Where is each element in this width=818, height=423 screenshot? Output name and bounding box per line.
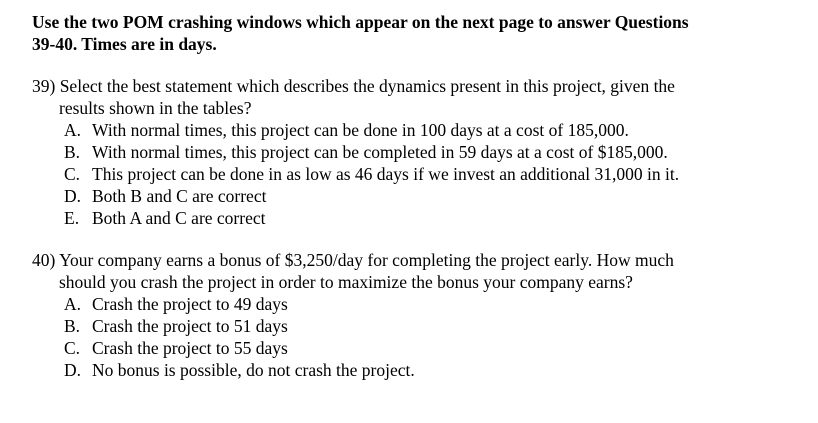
option-b	[64, 141, 802, 163]
option-text: With normal times, this project can be done in 100 days at a cost of 185,000.	[92, 120, 629, 140]
option-letter: D.	[64, 360, 82, 380]
option-a	[64, 119, 802, 141]
question-stem-line-1: Select the best statement which describes the dynamics present in this project, given the	[59, 76, 675, 96]
option-text: No bonus is possible, do not crash the project.	[92, 360, 415, 380]
instructions	[32, 11, 802, 55]
option-b	[64, 315, 802, 337]
question-stem-line-1: Your company earns a bonus of $3,250/day for completing the project early. How much	[59, 250, 674, 270]
answer-options	[32, 119, 802, 229]
question-stem	[32, 249, 802, 293]
question-number: 39)	[32, 76, 56, 96]
option-text: Crash the project to 49 days	[92, 294, 288, 314]
question-stem-line-2: should you crash the project in order to maximize the bonus your company earns?	[59, 272, 633, 292]
answer-options	[32, 293, 802, 381]
option-text: Both B and C are correct	[92, 186, 267, 206]
option-e	[64, 207, 802, 229]
option-letter: D.	[64, 186, 82, 206]
option-text: With normal times, this project can be completed in 59 days at a cost of $185,000.	[92, 142, 668, 162]
option-text: This project can be done in as low as 46 days if we invest an additional 31,000 in it.	[92, 164, 680, 184]
option-text: Crash the project to 51 days	[92, 316, 288, 336]
option-letter: C.	[64, 338, 81, 358]
instructions-line-1: Use the two POM crashing windows which appear on the next page to answer Questions	[32, 12, 689, 32]
option-letter: B.	[64, 316, 81, 336]
option-c	[64, 337, 802, 359]
option-letter: B.	[64, 142, 81, 162]
option-d	[64, 359, 802, 381]
instructions-line-2: 39-40. Times are in days.	[32, 34, 217, 54]
option-d	[64, 185, 802, 207]
question-stem	[32, 75, 802, 119]
question-40	[32, 249, 802, 381]
question-39	[32, 75, 802, 229]
question-number: 40)	[32, 250, 56, 270]
option-letter: C.	[64, 164, 81, 184]
option-letter: A.	[64, 294, 82, 314]
option-letter: E.	[64, 208, 80, 228]
option-text: Crash the project to 55 days	[92, 338, 288, 358]
option-c	[64, 163, 802, 185]
document-page	[32, 11, 802, 381]
option-text: Both A and C are correct	[92, 208, 266, 228]
question-stem-line-2: results shown in the tables?	[59, 98, 252, 118]
option-a	[64, 293, 802, 315]
option-letter: A.	[64, 120, 82, 140]
